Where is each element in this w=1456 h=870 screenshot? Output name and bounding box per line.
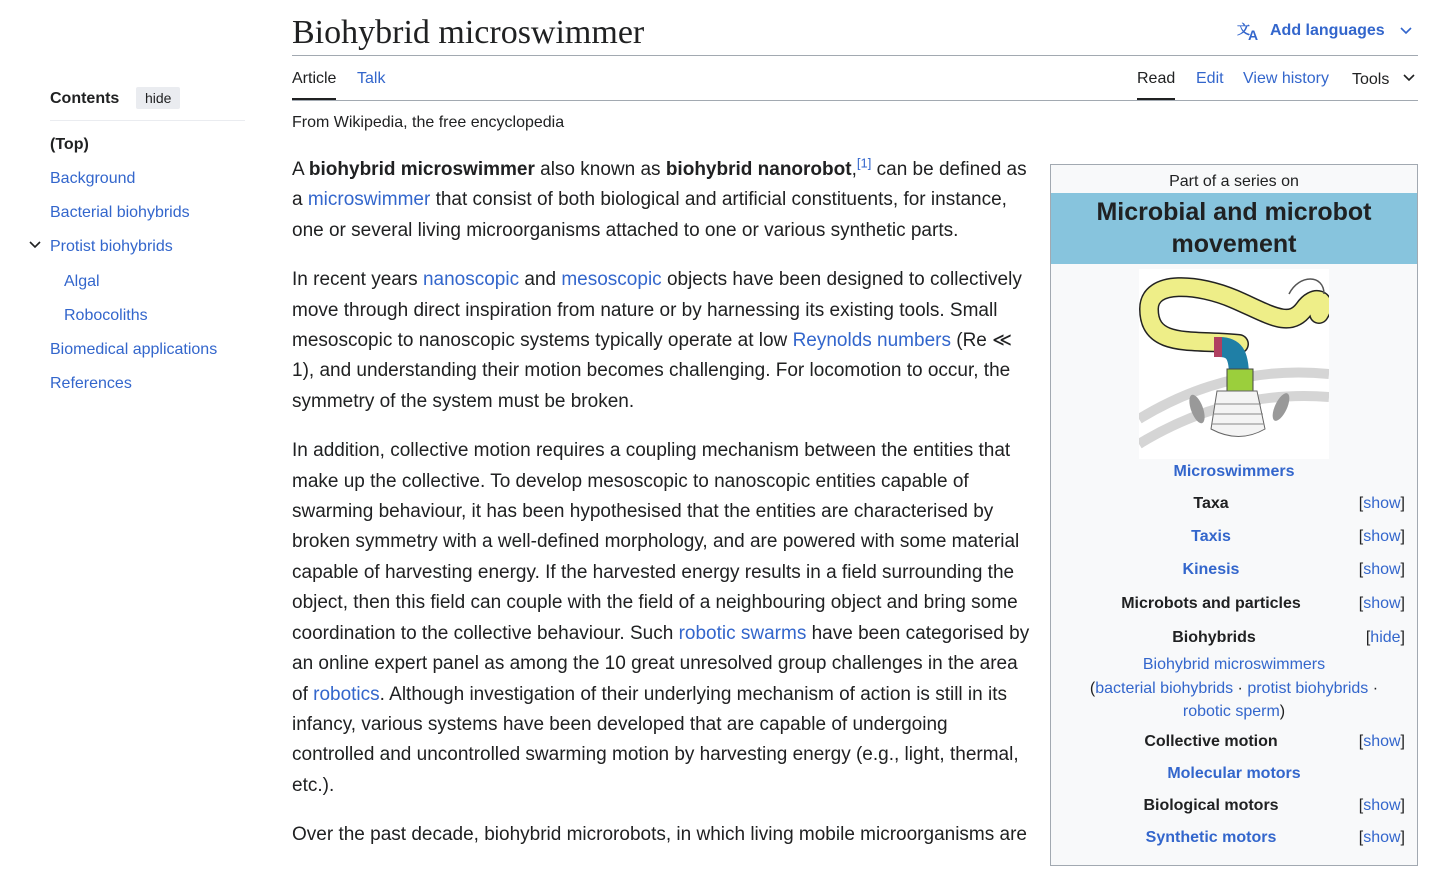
text: (Re ≪ 1), and understanding their motion becomes challenging. For locomotion to occur, the symmetry of the system must be broken. [292,330,1013,412]
add-languages-label: Add languages [1270,22,1385,39]
text: also known as [534,159,666,180]
link-protist-biohybrids[interactable]: protist biohybrids [1247,679,1369,697]
link-nanoscopic[interactable]: nanoscopic [422,269,520,291]
infobox-row-label: Collective motion [1144,733,1278,750]
chevron-down-icon [1399,24,1413,38]
show-toggle[interactable]: [show] [1358,829,1405,846]
text: that consist of both biological and artificial constituents, for instance, one or several living microorganisms attached to one or various synthetic parts. [292,189,1007,241]
separator: · [1233,679,1248,697]
infobox-supertitle: Part of a series on [1169,173,1299,190]
text: In recent years [292,269,423,291]
tab-tools[interactable] [1352,70,1408,89]
toc-title: Contents [50,90,120,107]
infobox-row-label: Taxa [1193,495,1229,512]
infobox-row-label[interactable]: Kinesis [1182,561,1240,578]
toggle-label: show [1363,595,1401,612]
microrobot-illustration[interactable] [1139,269,1329,459]
infobox-row-label[interactable]: Taxis [1191,528,1231,545]
toc-header [50,80,245,121]
hide-toggle[interactable]: [hide] [1365,629,1405,646]
paragraph-4 [292,820,1032,850]
infobox-link-microswimmers[interactable]: Microswimmers [1173,463,1295,480]
toggle-label: show [1363,733,1401,750]
site-tagline: From Wikipedia, the free encyclopedia [292,114,565,131]
toggle-label: show [1363,528,1401,545]
link-biohybrid-microswimmers[interactable]: Biohybrid microswimmers [1142,656,1326,673]
toc-item-biomedical-applications[interactable]: Biomedical applications [50,341,218,358]
translate-icon [1236,20,1262,42]
title-divider [292,55,1418,56]
infobox-biohybrids-list [1051,653,1417,724]
tabs-divider [292,100,1418,101]
show-toggle[interactable]: [show] [1358,495,1405,512]
toggle-label: show [1363,561,1401,578]
paragraph-intro [292,155,1032,246]
toc-item-robocoliths[interactable]: Robocoliths [64,307,148,324]
infobox-row-label: Biological motors [1143,797,1279,814]
text: can be defined as a [292,159,1027,211]
show-toggle[interactable]: [show] [1358,733,1405,750]
tab-article[interactable]: Article [292,70,337,87]
tab-talk[interactable]: Talk [357,70,386,87]
show-toggle[interactable]: [show] [1358,797,1405,814]
link-robotic-sperm[interactable]: robotic sperm [1182,703,1280,720]
infobox-series-title: Microbial and microbot movement [1051,193,1417,264]
bold-term: biohybrid microswimmer [308,159,535,180]
page-title: Biohybrid microswimmer [292,14,645,51]
link-bacterial-biohybrids[interactable]: bacterial biohybrids [1095,679,1234,697]
text: objects have been designed to collectively move through direct inspiration from nature or by harnessing its existing tools. Small mesoscopic to nanoscopic systems typically operate at low [292,269,1022,352]
chevron-down-icon[interactable] [28,238,42,252]
tab-edit[interactable]: Edit [1196,70,1224,87]
infobox-row-label: Biohybrids [1172,629,1256,646]
paren: ( [1089,679,1096,697]
series-infobox [1050,164,1418,866]
toc-item-bacterial-biohybrids[interactable]: Bacterial biohybrids [50,204,190,221]
tab-read[interactable]: Read [1137,70,1176,87]
paragraph-2 [292,265,1032,417]
text: Over the past decade, biohybrid microrobots, in which living mobile microorganisms are [292,824,1027,846]
infobox-row-label: Microbots and particles [1121,595,1301,612]
infobox-row-label[interactable]: Synthetic motors [1145,829,1277,846]
tab-view-history[interactable]: View history [1243,70,1329,87]
text: have been categorised by an online expert panel as among the 10 great unresolved group challenges in the area of [292,622,1030,705]
show-toggle[interactable]: [show] [1358,561,1405,578]
svg-text:A: A [1248,27,1259,42]
text: and [519,269,562,291]
link-reynolds-numbers[interactable]: Reynolds numbers [792,330,951,352]
svg-text:文: 文 [1237,23,1251,38]
show-toggle[interactable]: [show] [1358,528,1405,545]
toc-item-algal[interactable]: Algal [64,273,100,290]
paragraph-3 [292,436,1032,801]
bold-term: biohybrid nanorobot [665,159,852,180]
text: A [292,159,309,180]
toggle-label: show [1363,495,1401,512]
toggle-label: show [1363,797,1401,814]
toc-hide-button[interactable]: hide [136,87,180,109]
infobox-link-molecular-motors[interactable]: Molecular motors [1167,765,1301,782]
article-body [292,155,1032,870]
link-mesoscopic[interactable]: mesoscopic [561,269,662,291]
add-languages-button[interactable] [1236,20,1413,42]
link-robotic-swarms[interactable]: robotic swarms [678,622,807,644]
link-robotics[interactable]: robotics [313,683,380,705]
toc-item-references[interactable]: References [50,375,132,392]
tab-tools-label: Tools [1352,71,1390,88]
text: . Although investigation of their underlying mechanism of action is still in its infancy, various systems have been developed that are capable of undergoing controlled and uncontrolled swarming motion by harvesting energy (e.g., light, thermal, etc.). [292,683,1019,796]
show-toggle[interactable]: [show] [1358,595,1405,612]
text: In addition, collective motion requires a coupling mechanism between the entities that make up the collective. To develop mesoscopic to nanoscopic entities capable of swarming behaviour, it has been hypothesised that the entities are characterised by broken symmetry with a well-defined morphology, and are powered with some material capable of harvesting energy. If the harvested energy results in a field surrounding the object, then this field can couple with the field of a neighbouring object and bring some coordination to the collective behaviour. Such [292,440,1020,644]
reference-link[interactable]: [1] [856,155,872,171]
toc-item-protist-biohybrids[interactable]: Protist biohybrids [50,238,173,255]
text: , [851,159,857,180]
paren: ) [1279,703,1286,720]
toggle-label: hide [1370,629,1401,646]
link-microswimmer[interactable]: microswimmer [307,189,431,211]
toggle-label: show [1363,829,1401,846]
separator: · [1368,679,1379,697]
toc-item-background[interactable]: Background [50,170,136,187]
chevron-down-icon [1402,71,1416,85]
toc-item-top[interactable]: (Top) [50,136,89,153]
